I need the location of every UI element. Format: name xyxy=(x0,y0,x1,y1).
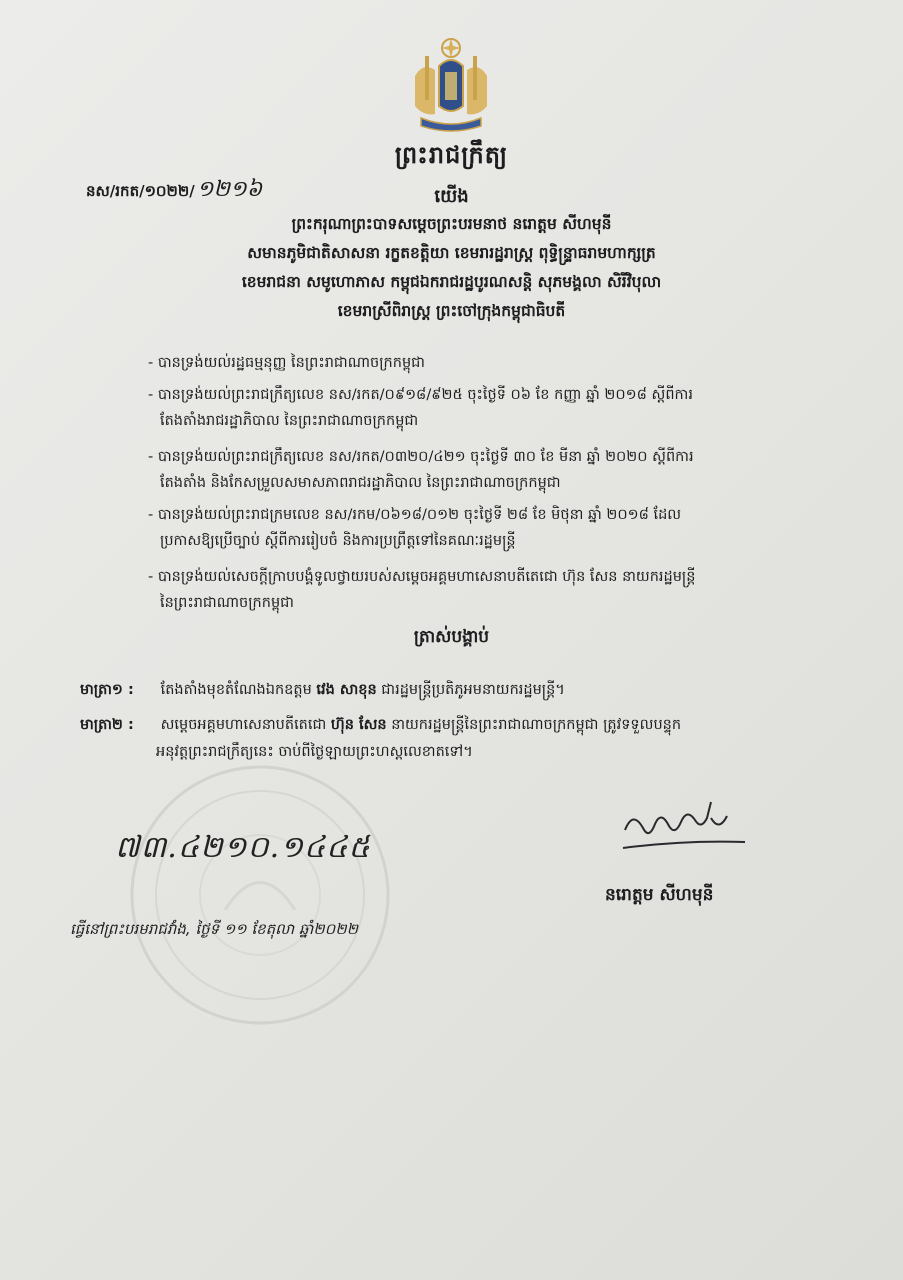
handwritten-registration-number: ៧៣.៤២១០.១៤៤៥ xyxy=(115,830,371,865)
royal-title-line-3: ខេមរាជនា សមូហោភាស កម្ពុជឯករាជរដ្ឋបូរណសន្តិ សុភមង្គលា សិរីវិបុលា xyxy=(241,273,662,291)
visa-line: តែងតាំងរាជរដ្ឋាភិបាល នៃព្រះរាជាណាចក្រកម្ពុជា xyxy=(160,413,419,429)
royal-title-line-4: ខេមរាស្រីពិរាស្ត្រ ព្រះចៅក្រុងកម្ពុជាធិបតី xyxy=(337,302,566,320)
visa-line: - បានទ្រង់យល់ព្រះរាជក្រឹត្យលេខ នស/រកត/០៩១៨/៩២៥ ចុះថ្ងៃទី ០៦ ខែ កញ្ញា ឆ្នាំ ២០១៨ ស្តីពីការ xyxy=(148,387,693,403)
prime-minister-name: ហ៊ុន សែន xyxy=(330,717,387,733)
visa-line: - បានទ្រង់យល់សេចក្តីក្រាបបង្គំទូលថ្វាយរបស់សម្តេចអគ្គមហាសេនាបតីតេជោ ហ៊ុន សែន នាយករដ្ឋមន្ត្រី xyxy=(148,569,696,585)
embossed-seal-icon xyxy=(125,760,395,1030)
visa-item xyxy=(148,502,808,554)
visa-line: - បានទ្រង់យល់ព្រះរាជក្រមលេខ នស/រកម/០៦១៨/០១២ ចុះថ្ងៃទី ២៨ ខែ មិថុនា ឆ្នាំ ២០១៨ ដែល xyxy=(148,507,682,523)
article-1 xyxy=(80,677,810,704)
article-text: អនុវត្តព្រះរាជក្រឹត្យនេះ ចាប់ពីថ្ងៃឡាយព្រះហស្តលេខាតទៅ។ xyxy=(156,744,473,760)
article-2 xyxy=(80,712,810,766)
article-text: តែងតាំងមុខតំណែងឯកឧត្តម xyxy=(160,682,312,698)
visa-item xyxy=(148,564,808,616)
visa-line: - បានទ្រង់យល់រដ្ឋធម្មនុញ្ញ នៃព្រះរាជាណាចក្រកម្ពុជា xyxy=(148,355,425,371)
appointee-name: វេង សាខុន xyxy=(316,682,377,698)
royal-coat-of-arms-icon xyxy=(405,36,497,136)
article-text: ជារដ្ឋមន្ត្រីប្រតិភូអមនាយករដ្ឋមន្ត្រី។ xyxy=(381,682,565,698)
royal-signature-icon xyxy=(615,790,755,860)
article-text: នាយករដ្ឋមន្ត្រីនៃព្រះរាជាណាចក្រកម្ពុជា ត្រូវទទួលបន្ទុក xyxy=(391,717,682,733)
document-title: ព្រះរាជក្រឹត្យ xyxy=(394,141,509,169)
visa-line: តែងតាំង និងកែសម្រួលសមាសភាពរាជរដ្ឋាភិបាល នៃព្រះរាជាណាចក្រកម្ពុជា xyxy=(160,475,561,491)
royal-title-line-1: ព្រះករុណាព្រះបាទសម្តេចព្រះបរមនាថ នរោត្តម សីហមុនី xyxy=(291,215,612,233)
visa-item xyxy=(148,382,808,434)
place-and-date: ធ្វើនៅព្រះបរមរាជវាំង, ថ្ងៃទី ១១ ខែតុលា ឆ្នាំ២០២២ xyxy=(70,920,358,938)
visa-line: - បានទ្រង់យល់ព្រះរាជក្រឹត្យលេខ នស/រកត/០៣២០/៤២១ ចុះថ្ងៃទី ៣០ ខែ មីនា ឆ្នាំ ២០២០ ស្តីពីការ xyxy=(148,449,694,465)
signer-name: នរោត្តម សីហមុនី xyxy=(605,885,714,905)
visa-line: ប្រកាសឱ្យប្រើច្បាប់ ស្តីពីការរៀបចំ និងការប្រព្រឹត្តទៅនៃគណៈរដ្ឋមន្ត្រី xyxy=(160,533,516,549)
visa-line: នៃព្រះរាជាណាចក្រកម្ពុជា xyxy=(160,595,294,611)
we-heading: យើង xyxy=(434,186,469,207)
visa-item xyxy=(148,444,808,496)
reference-number-handwritten: ១២១៦ xyxy=(196,177,263,202)
reference-prefix: នស/រកត/១០២២/ xyxy=(86,182,195,200)
decree-heading: ត្រាស់បង្គាប់ xyxy=(413,627,490,647)
royal-title-line-2: សមានភូមិជាតិសាសនា រក្ខតខត្តិយា ខេមរារដ្ឋរាស្ត្រ ពុទ្ធិន្ទ្រាធរាមហាក្សត្រ xyxy=(247,244,656,262)
article-label: មាត្រា២ : xyxy=(80,717,134,733)
article-text: សម្តេចអគ្គមហាសេនាបតីតេជោ xyxy=(160,717,327,733)
article-label: មាត្រា១ : xyxy=(80,682,134,698)
visa-item xyxy=(148,350,808,376)
